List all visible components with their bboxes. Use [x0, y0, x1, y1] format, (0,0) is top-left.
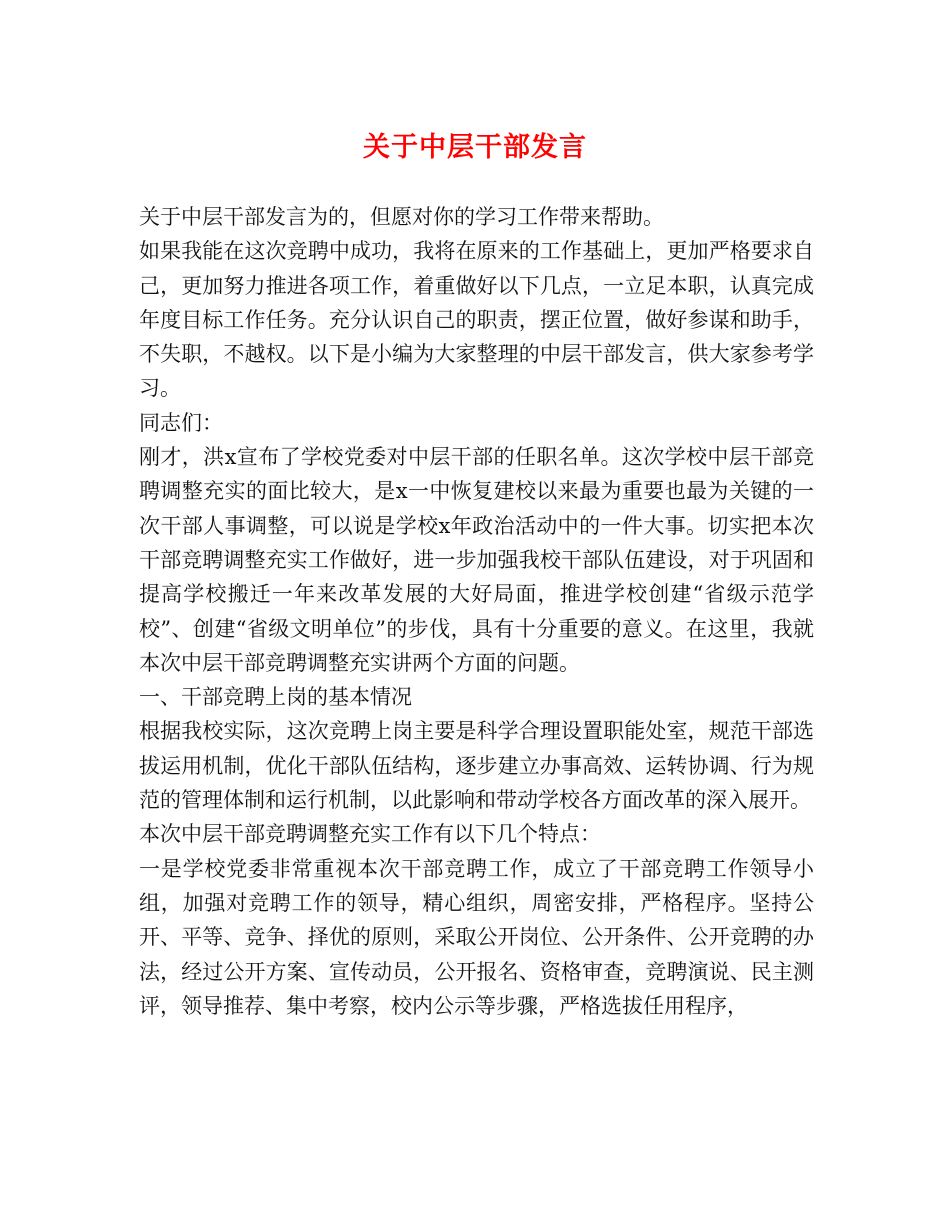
paragraph-intro: 关于中层干部发言为的，但愿对你的学习工作带来帮助。: [139, 205, 664, 229]
document-title: 关于中层干部发言: [363, 132, 587, 163]
section-heading-1: 一、干部竞聘上岗的基本情况: [139, 685, 412, 710]
paragraph-pledge: 如果我能在这次竞聘中成功，我将在原来的工作基础上，更加严格要求自己，更加努力推进各项工作，着重做好以下几点，一立足本职，认真完成年度目标工作任务。充分认识自己的职责，摆正位置，做好参谋和助手，不失职，不越权。以下是小编为大家整理的中层干部发言，供大家参考学习。: [139, 239, 814, 401]
paragraph-feature-1: 一是学校党委非常重视本次干部竞聘工作，成立了干部竞聘工作领导小组，加强对竞聘工作的领导，精心组织，周密安排，严格程序。坚持公开、平等、竞争、择优的原则，采取公开岗位、公开条件、公开竞聘的办法，经过公开方案、宣传动员，公开报名、资格审查，竞聘演说、民主测评，领导推荐、集中考察，校内公示等步骤，严格选拔任用程序，: [139, 856, 814, 1018]
paragraph-features-lead: 本次中层干部竞聘调整充实工作有以下几个特点：: [139, 822, 601, 847]
document-body: [139, 200, 814, 1023]
paragraph-background: 根据我校实际，这次竞聘上岗主要是科学合理设置职能处室，规范干部选拔运用机制，优化干部队伍结构，逐步建立办事高效、运转协调、行为规范的管理体制和运行机制，以此影响和带动学校各方面改革的深入展开。: [139, 719, 814, 813]
paragraph-announcement: 刚才，洪x宣布了学校党委对中层干部的任职名单。这次学校中层干部竞聘调整充实的面比较大，是x一中恢复建校以来最为重要也最为关键的一次干部人事调整，可以说是学校x年政治活动中的一件大事。切实把本次干部竞聘调整充实工作做好，进一步加强我校干部队伍建设，对于巩固和提高学校搬迁一年来改革发展的大好局面，推进学校创建“省级示范学校”、创建“省级文明单位”的步伐，具有十分重要的意义。在这里，我就本次中层干部竞聘调整充实讲两个方面的问题。: [139, 445, 814, 675]
paragraph-salutation: 同志们：: [139, 410, 223, 435]
